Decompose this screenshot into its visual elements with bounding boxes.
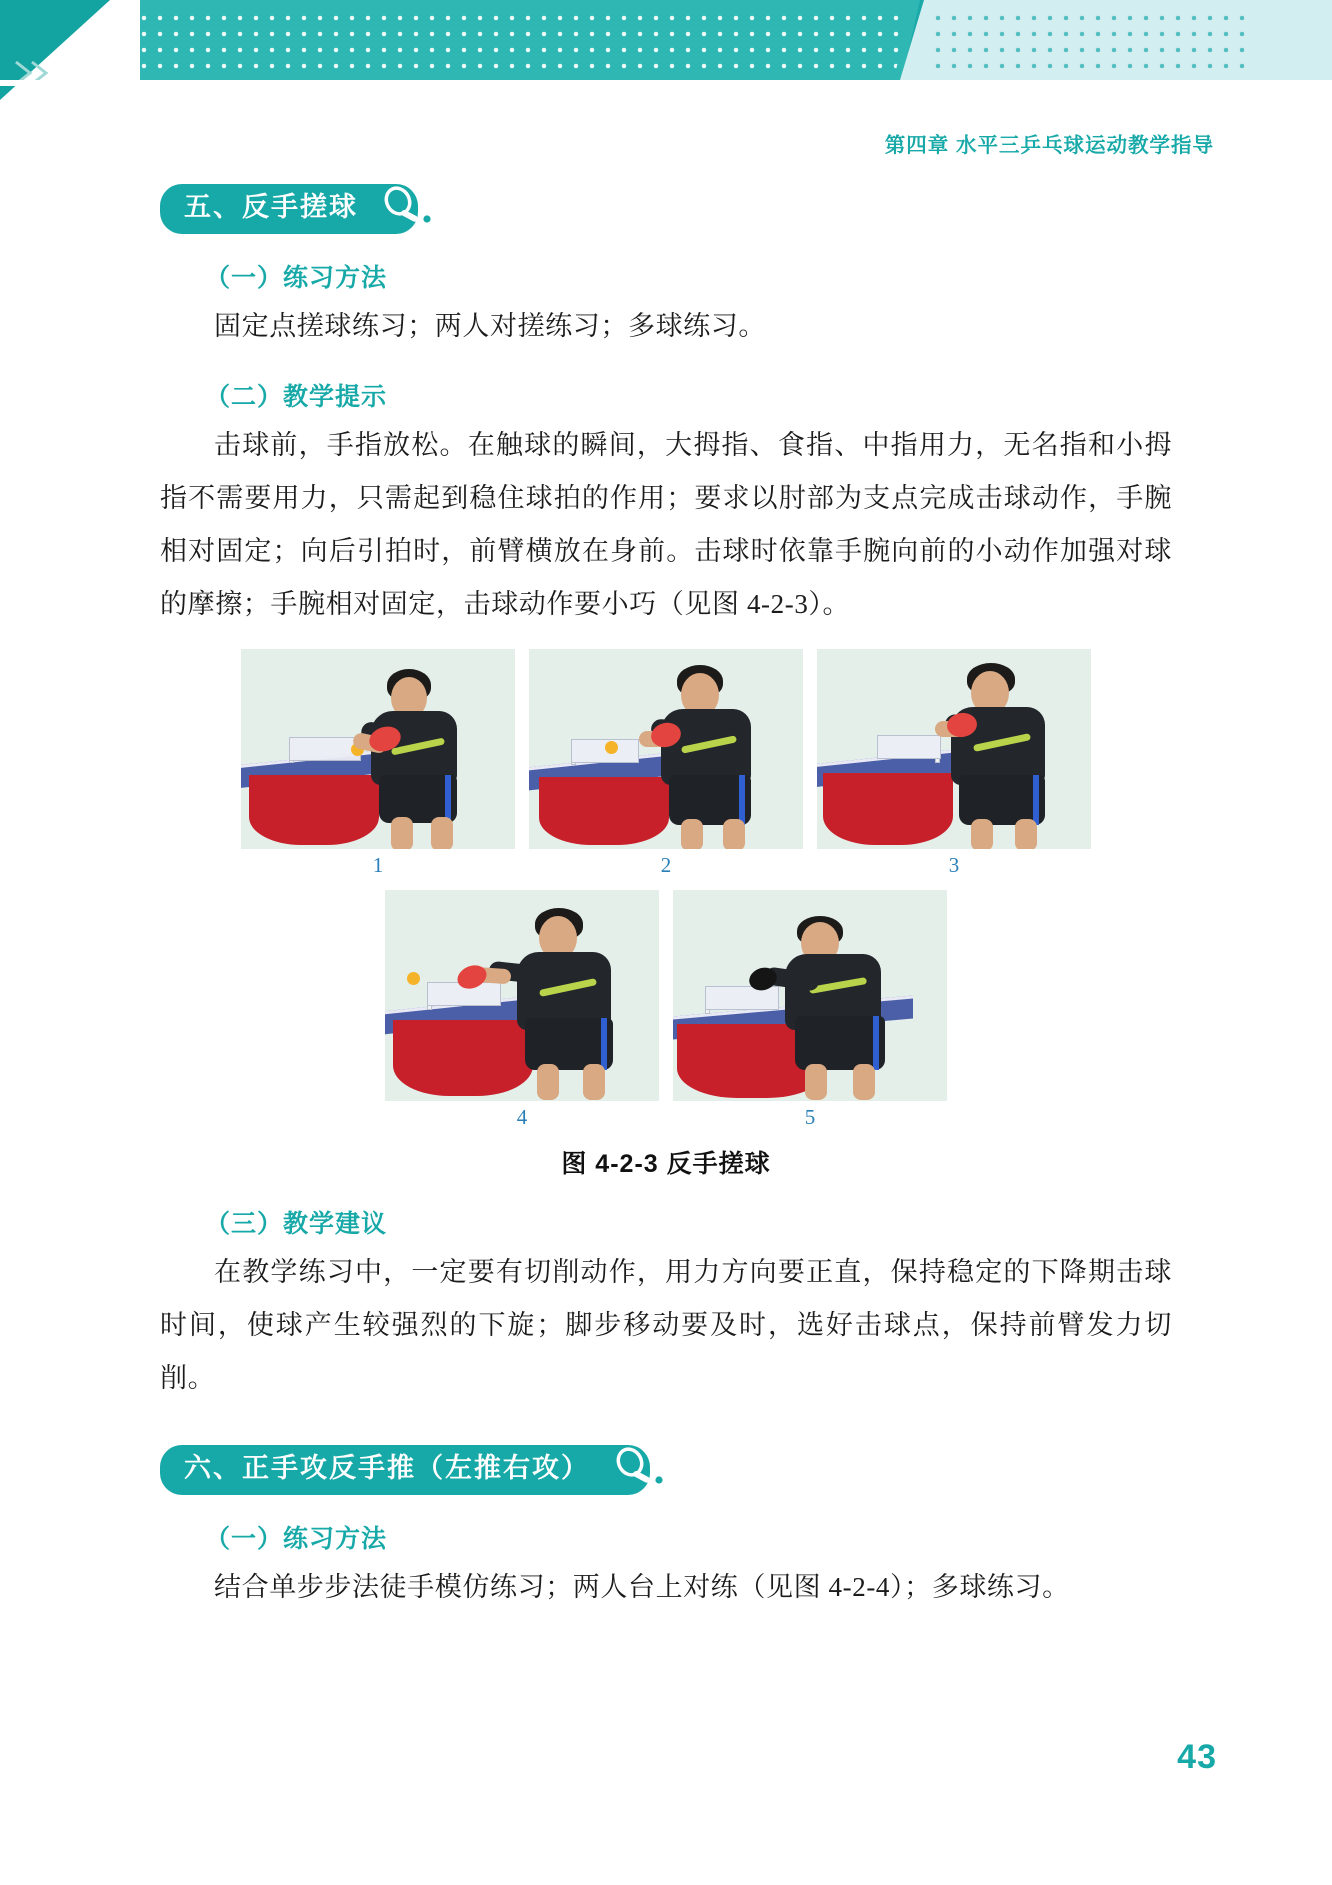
figure-photo-number-1: 1 [372, 852, 384, 877]
figure-photo-1 [241, 649, 515, 849]
banner-left-dot-pattern [120, 10, 910, 70]
figure-caption-numbers-bottom [0, 1105, 1332, 1130]
paragraph-practice-method-2: 结合单步步法徒手模仿练习；两人台上对练（见图 4-2-4）；多球练习。 [214, 1571, 1070, 1602]
figure-photo-number-5: 5 [804, 1104, 816, 1129]
section-heading-backhand-push [160, 184, 418, 234]
page-header-banner [0, 0, 1332, 100]
page-number: 43 [1177, 1738, 1217, 1776]
page-content [0, 170, 1332, 1614]
figure-photo-row-bottom [0, 890, 1332, 1101]
paragraph-practice-method-1: 固定点搓球练习；两人对搓练习；多球练习。 [214, 310, 766, 341]
banner-bottom-strip [0, 80, 1332, 86]
figure-photo-3 [817, 649, 1091, 849]
figure-photo-number-4: 4 [516, 1104, 528, 1129]
paragraph-teaching-advice: 在教学练习中，一定要有切削动作，用力方向要正直，保持稳定的下降期击球时间，使球产生较强烈的下旋；脚步移动要及时，选好击球点，保持前臂发力切削。 [160, 1256, 1172, 1393]
subheading-practice-method-2: （一）练习方法 [205, 1524, 388, 1553]
banner-right-dot-pattern [930, 10, 1250, 70]
figure-photo-number-2: 2 [660, 852, 672, 877]
subheading-teaching-advice: （三）教学建议 [205, 1209, 388, 1238]
figure-caption: 图 4-2-3 反手搓球 [561, 1149, 771, 1178]
section-title-pill: 五、反手搓球 [160, 184, 418, 234]
figure-photo-row-top [0, 649, 1332, 849]
table-tennis-paddle-icon-2 [612, 1446, 668, 1490]
figure-photo-2 [529, 649, 803, 849]
section-heading-forehand-attack [160, 1445, 650, 1495]
figure-caption-numbers-top [0, 853, 1332, 878]
paragraph-teaching-tips: 击球前，手指放松。在触球的瞬间，大拇指、食指、中指用力，无名指和小拇指不需要用力，只需起到稳住球拍的作用；要求以肘部为支点完成击球动作，手腕相对固定；向后引拍时，前臂横放在身前。击球时依靠手腕向前的小动作加强对球的摩擦；手腕相对固定，击球动作要小巧（见图 4-2-3）。 [160, 429, 1172, 619]
figure-photo-4 [385, 890, 659, 1101]
subheading-teaching-tips: （二）教学提示 [205, 382, 388, 411]
running-head: 第四章 水平三乒乓球运动教学指导 [884, 134, 1214, 157]
subheading-practice-method-1: （一）练习方法 [205, 263, 388, 292]
figure-4-2-3 [0, 649, 1332, 1180]
figure-photo-number-3: 3 [948, 852, 960, 877]
table-tennis-paddle-icon [380, 185, 436, 229]
figure-photo-5 [673, 890, 947, 1101]
section-title-pill-2: 六、正手攻反手推（左推右攻） [160, 1445, 650, 1495]
